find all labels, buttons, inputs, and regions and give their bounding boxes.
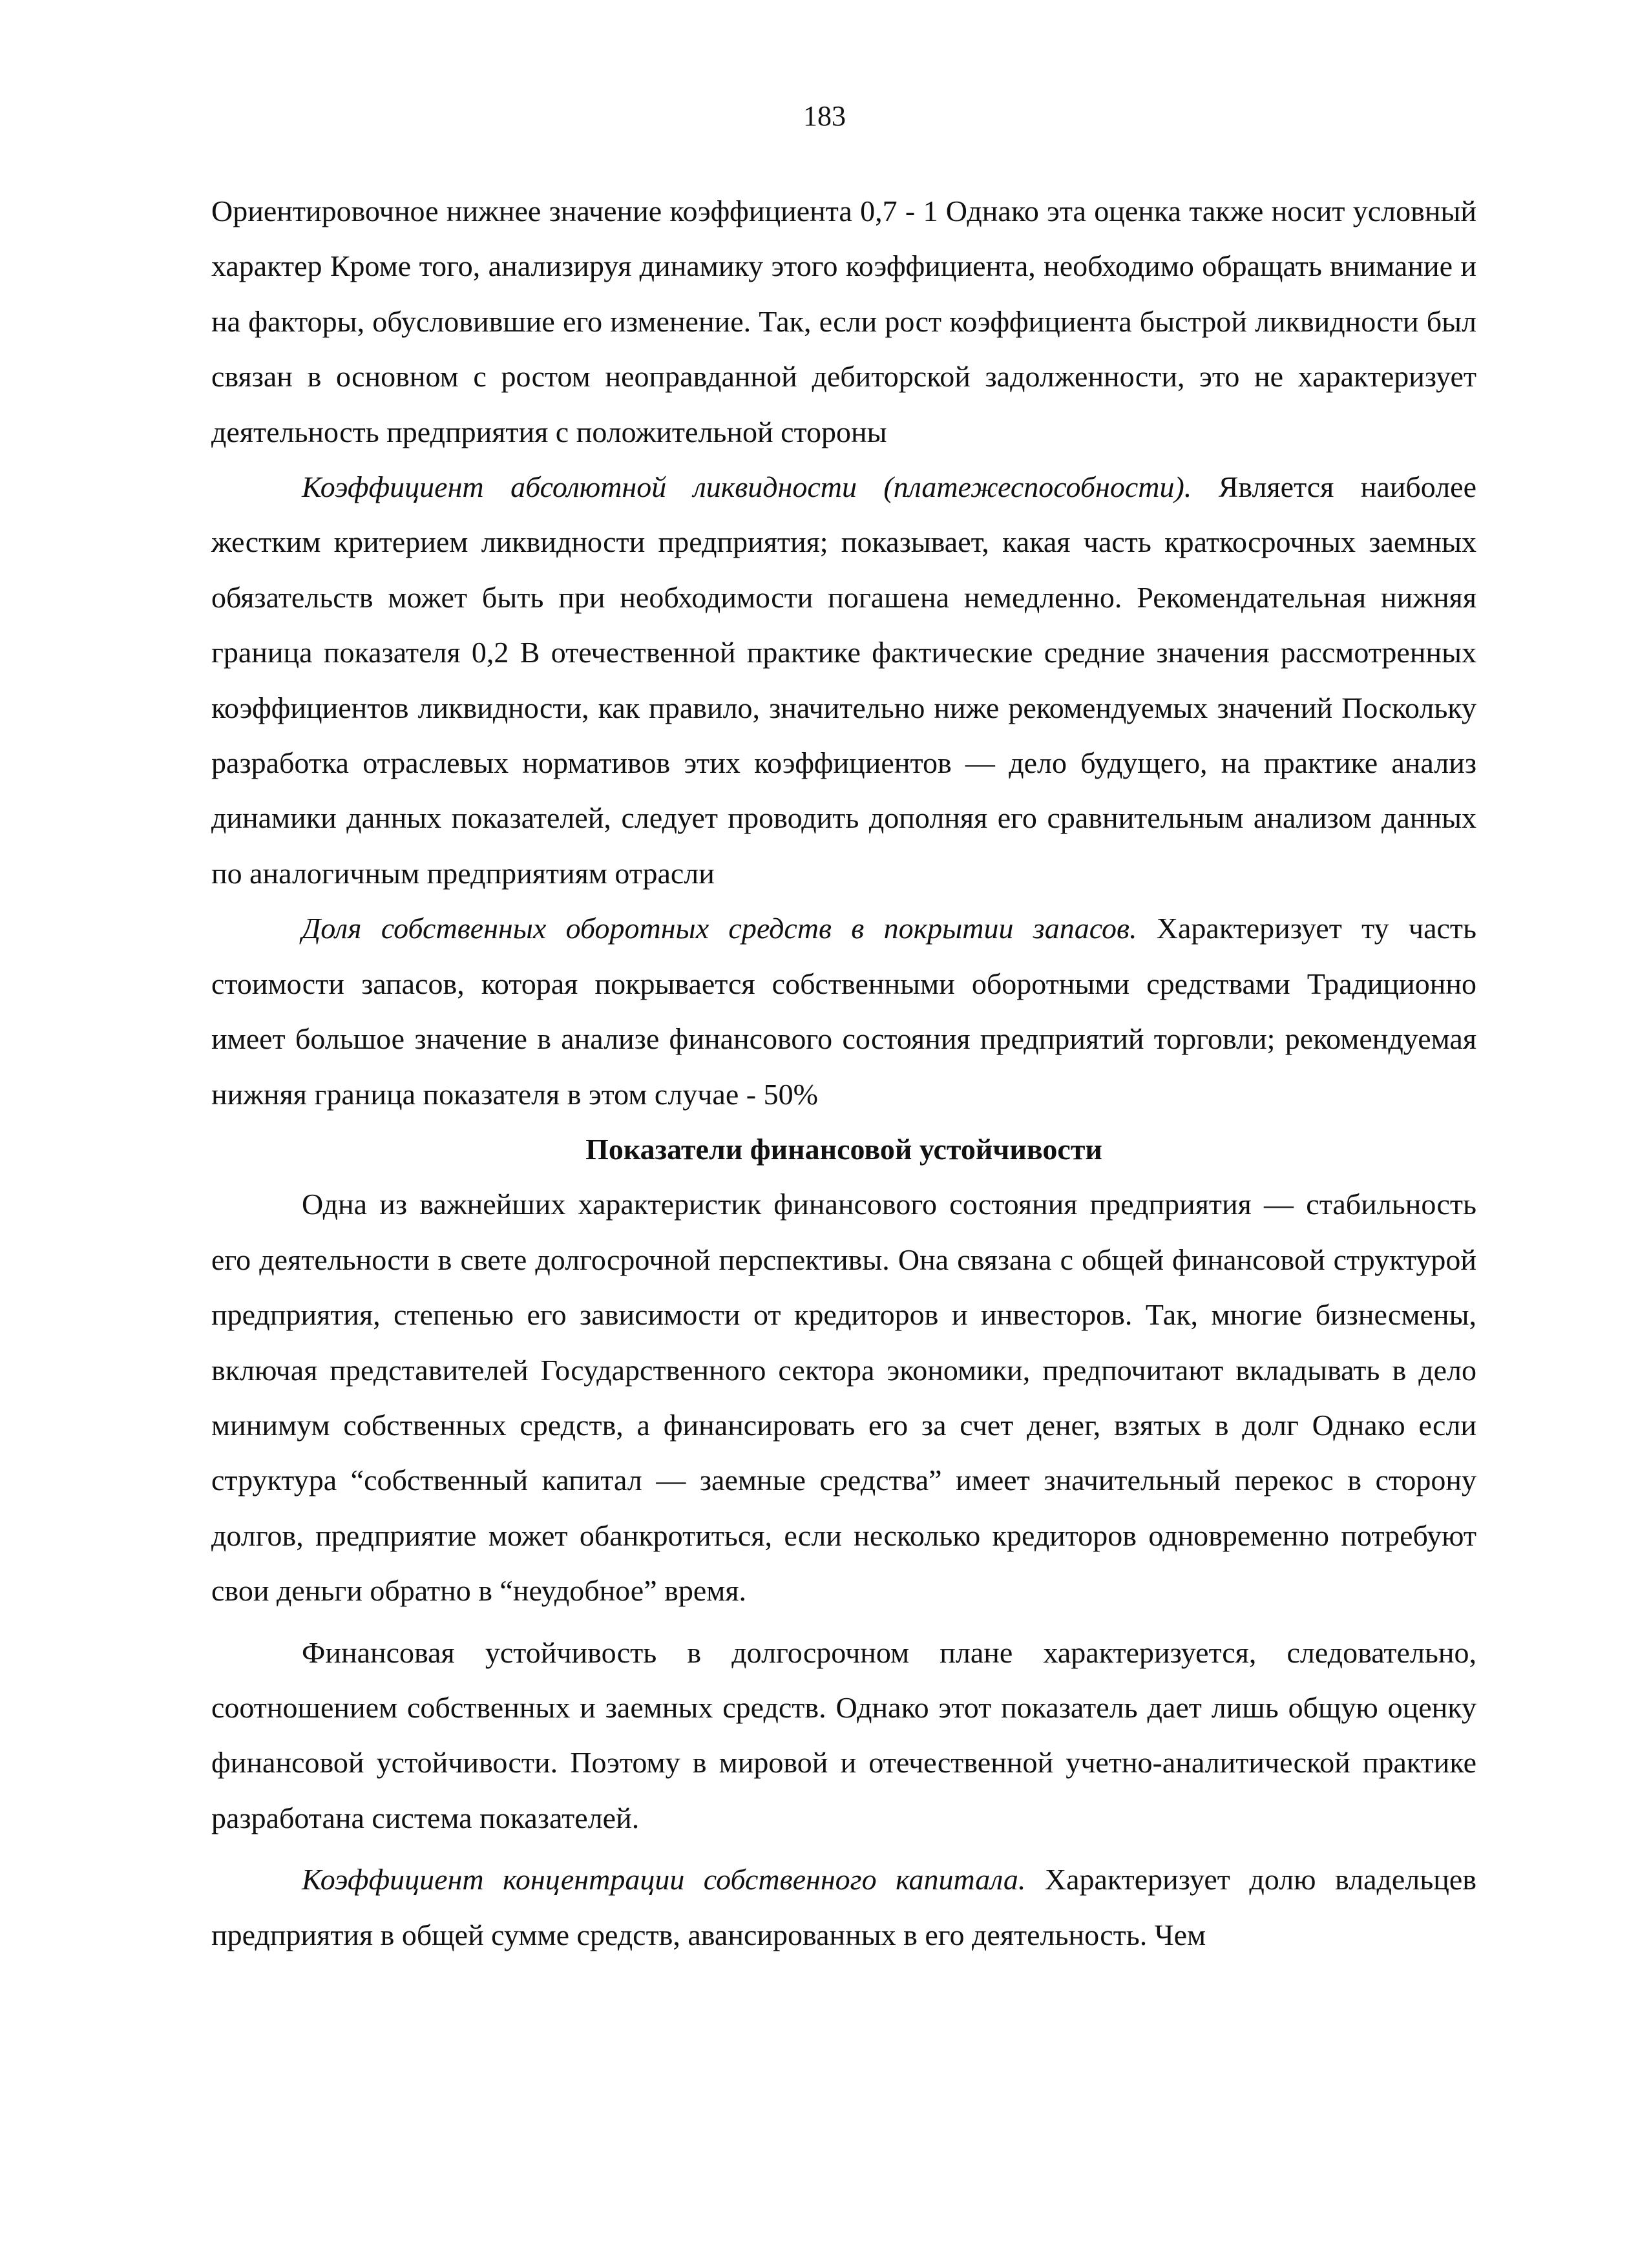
text-absolute-liquidity: Является наиболее жестким критерием ликвидности предприятия; показывает, какая часть краткосрочных заемных обязательств может быть при необходимости погашена немедленно. Рекомендательная нижняя граница показателя 0,2 В отечественной практике фактические средние значения рассмотренных коэффициентов ликвидности, как правило, значительно ниже рекомендуемых значений Поскольку разработка отраслевых нормативов этих коэффициентов — дело будущего, на практике анализ динамики данных показателей, следует проводить дополняя его сравнительным анализом данных по аналогичным предприятиям отрасли [211,470,1476,890]
body-text [211,184,1476,1962]
text-equity-concentration: Характеризует долю владельцев предприятия в общей сумме средств, авансированных в его деятельность. Чем [211,1863,1476,1951]
term-absolute-liquidity: Коэффициент абсолютной ликвидности (платежеспособности). [302,470,1192,504]
paragraph-financial-stability: Одна из важнейших характеристик финансового состояния предприятия — стабильность его деятельности в свете долгосрочной перспективы. Она связана с общей финансовой структурой предприятия, степенью его зависимости от кредиторов и инвесторов. Так, многие бизнесмены, включая представителей Государственного сектора экономики, предпочитают вкладывать в дело минимум собственных средств, а финансировать его за счет денег, взятых в долг Однако если структура “собственный капитал — заемные средства” имеет значительный перекос в сторону долгов, предприятие может обанкротиться, если несколько кредиторов одновременно потребуют свои деньги обратно в “неудобное” время. [211,1188,1476,1608]
paragraph-working-capital-share [211,901,1476,1122]
paragraph-quick-ratio-note: Ориентировочное нижнее значение коэффициента 0,7 - 1 Однако эта оценка также носит условный характер Кроме того, анализируя динамику этого коэффициента, необходимо обращать внимание и на факторы, обусловившие его изменение. Так, если рост коэффициента быстрой ликвидности был связан в основном с ростом неоправданной дебиторской задолженности, это не характеризует деятельность предприятия с положительной стороны [211,194,1476,448]
paragraph-absolute-liquidity [211,459,1476,901]
term-working-capital-share: Доля собственных оборотных средств в покрытии запасов. [302,912,1137,945]
text-working-capital-share: Характеризует ту часть стоимости запасов, которая покрывается собственными оборотными средствами Традиционно имеет большое значение в анализе финансового состояния предприятий торговли; рекомендуемая нижняя граница показателя в этом случае - 50% [211,912,1476,1111]
paragraph-long-term-stability: Финансовая устойчивость в долгосрочном плане характеризуется, следовательно, соотношением собственных и заемных средств. Однако этот показатель дает лишь общую оценку финансовой устойчивости. Поэтому в мировой и отечественной учетно-аналитической практике разработана система показателей. [211,1635,1476,1834]
paragraph-equity-concentration [211,1852,1476,1962]
term-equity-concentration: Коэффициент концентрации собственного капитала. [302,1863,1026,1896]
page-number: 183 [803,100,846,132]
section-heading: Показатели финансовой устойчивости [585,1132,1102,1166]
